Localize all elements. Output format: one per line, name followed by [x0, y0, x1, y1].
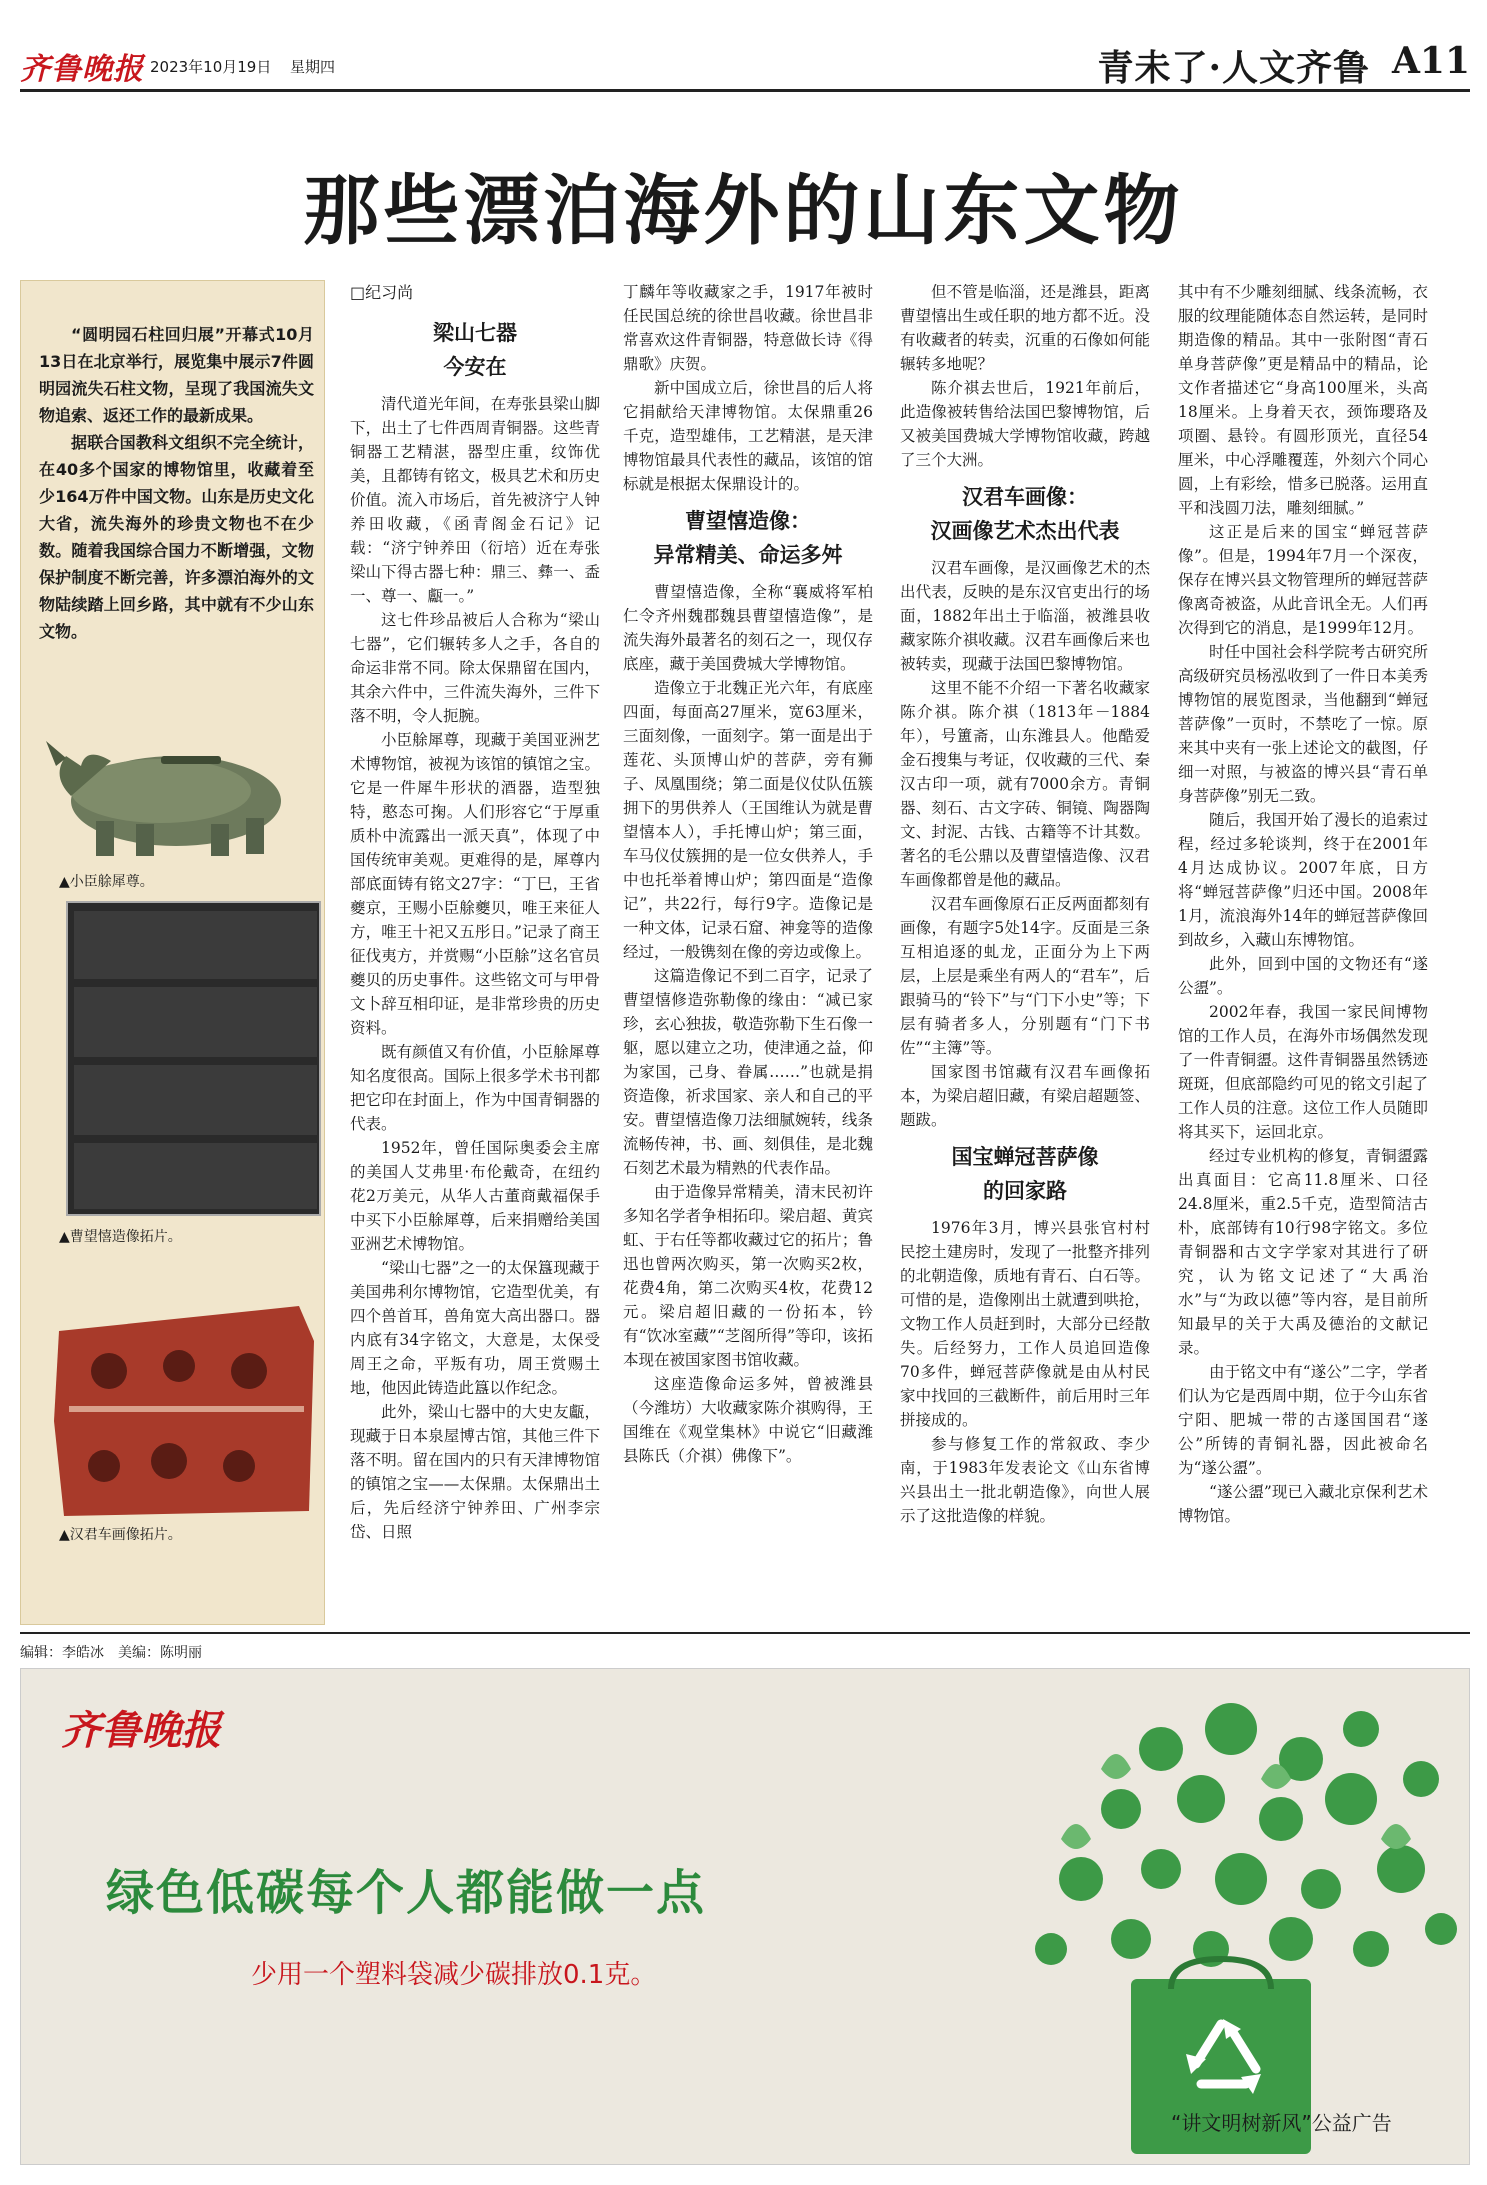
paragraph: “遂公盨”现已入藏北京保利艺术博物馆。	[1178, 1483, 1428, 1525]
ad-subslogan: 少用一个塑料袋减少碳排放0.1克。	[251, 1960, 657, 1990]
intro-sidebar	[20, 280, 325, 1625]
paragraph: 这里不能不介绍一下著名收藏家陈介祺。陈介祺（1813年－1884年），号簠斋，山东潍县人。他酷爱金石搜集与考证，仅收藏的三代、秦汉古印一项，就有7000余方。青铜器、刻石、古文字砖、铜镜、陶器陶文、封泥、古钱、古籍等不计其数。著名的毛公鼎以及曹望憘造像、汉君车画像都曾是他的藏品。	[900, 679, 1150, 889]
paragraph: 此外，梁山七器中的大史友甗，现藏于日本泉屋博古馆，其他三件下落不明。留在国内的只有天津博物馆的镇馆之宝——太保鼎。太保鼎出土后，先后经济宁钟养田、广州李宗岱、日照	[350, 1403, 600, 1541]
paragraph: 这篇造像记不到二百字，记录了曹望憘修造弥勒像的缘由：“减已家珍，玄心独拔，敬造弥勒下生石像一躯，愿以建立之功，使津通之益，仰为家国，己身、眷属……”也就是捐资造像，祈求国家、亲人和自己的平安。曹望憘造像刀法细腻婉转，线条流畅传神，书、画、刻俱佳，是北魏石刻艺术最为精熟的代表作品。	[623, 967, 873, 1177]
section-heading: 国宝蝉冠菩萨像 的回家路	[951, 1145, 1099, 1203]
paragraph: 新中国成立后，徐世昌的后人将它捐献给天津博物馆。太保鼎重26千克，造型雄伟，工艺精湛，是天津博物馆最具代表性的藏品，该馆的馆标就是根据太保鼎设计的。	[623, 379, 873, 493]
paragraph: 1952年，曾任国际奥委会主席的美国人艾弗里·布伦戴奇，在纽约花2万美元，从华人古董商戴福保手中买下小臣艅犀尊，后来捐赠给美国亚洲艺术博物馆。	[350, 1139, 600, 1253]
intro-paragraph: “圆明园石柱回归展”开幕式10月13日在北京举行，展览集中展示7件圆明园流失石柱文物，呈现了我国流失文物追索、返还工作的最新成果。	[39, 325, 314, 425]
article-column-2	[623, 280, 873, 1468]
article-column-4	[1178, 280, 1428, 1528]
paragraph: 由于铭文中有“遂公”二字，学者们认为它是西周中期，位于今山东省宁阳、肥城一带的古遂国国君“遂公”所铸的青铜礼器，因此被命名为“遂公盨”。	[1178, 1363, 1428, 1477]
paragraph: 陈介祺去世后，1921年前后，此造像被转售给法国巴黎博物馆，后又被美国费城大学博物馆收藏，跨越了三个大洲。	[900, 379, 1150, 469]
editor-credits: 编辑：李皓冰 美编：陈明丽	[20, 1632, 1470, 1662]
paragraph: 参与修复工作的常叙政、李少南，于1983年发表论文《山东省博兴县出土一批北朝造像》，向世人展示了这批造像的样貌。	[900, 1435, 1150, 1525]
ad-logo: 齐鲁晚报	[61, 1707, 221, 1754]
paragraph: 既有颜值又有价值，小臣艅犀尊知名度很高。国际上很多学术书刊都把它印在封面上，作为中国青铜器的代表。	[350, 1043, 600, 1133]
masthead	[20, 40, 1470, 92]
rhino-vessel-photo	[41, 706, 311, 861]
paragraph: 但不管是临淄，还是潍县，距离曹望憘出生或任职的地方都不近。没有收藏者的转卖，沉重的石像如何能辗转多地呢？	[900, 283, 1150, 373]
paragraph: 汉君车画像原石正反两面都刻有画像，有题字5处14字。反面是三条互相追逐的虬龙，正面分为上下两层，上层是乘坐有两人的“君车”，后跟骑马的“铃下”与“门下小史”等；下层有骑者多人，分别题有“门下书佐”“主簿”等。	[900, 895, 1150, 1057]
paragraph: 这七件珍品被后人合称为“梁山七器”，它们辗转多人之手，各自的命运非常不同。除太保鼎留在国内，其余六件中，三件流失海外，三件下落不明，令人扼腕。	[350, 611, 600, 725]
public-service-ad	[20, 1668, 1470, 2165]
article-column-3	[900, 280, 1150, 1528]
ad-credit: “讲文明树新风”公益广告	[1171, 2111, 1392, 2135]
caption-rhino: ▲小臣艅犀尊。	[59, 874, 154, 890]
paragraph: 造像立于北魏正光六年，有底座四面，每面高27厘米，宽63厘米，三面刻像，一面刻字。第一面是出于莲花、头顶博山炉的菩萨，旁有狮子、凤凰围绕；第二面是仪仗队伍簇拥下的男供养人（王国维认为就是曹望憘本人），手托博山炉；第三面，车马仪仗簇拥的是一位女供养人，手中也托举着博山炉；第四面是“造像记”，共22行，每行9字。造像记是一种文体，记录石窟、神龛等的造像经过，一般镌刻在像的旁边或像上。	[623, 679, 873, 961]
section-title: 青未了·人文齐鲁	[1097, 47, 1370, 89]
cao-wangxi-rubbing	[66, 901, 321, 1216]
page-number: A11	[1391, 40, 1470, 82]
paragraph: 随后，我国开始了漫长的追索过程，经过多轮谈判，终于在2001年4月达成协议。2007年底，日方将“蝉冠菩萨像”归还中国。2008年1月，流浪海外14年的蝉冠菩萨像回到故乡，入藏山东博物馆。	[1178, 811, 1428, 949]
paragraph: 2002年春，我国一家民间博物馆的工作人员，在海外市场偶然发现了一件青铜盨。这件青铜器虽然锈迹斑斑，但底部隐约可见的铭文引起了工作人员的注意。这位工作人员随即将其买下，运回北京。	[1178, 1003, 1428, 1141]
paragraph: “梁山七器”之一的太保簋现藏于美国弗利尔博物馆，它造型优美，有四个兽首耳，兽角宽大高出器口。器内底有34字铭文，大意是，太保受周王之命，平叛有功，周王赏赐土地，他因此铸造此簋以作纪念。	[350, 1259, 600, 1397]
newspaper-logo: 齐鲁晚报	[20, 52, 144, 87]
caption-chariot: ▲汉君车画像拓片。	[59, 1527, 182, 1543]
paragraph: 小臣艅犀尊，现藏于美国亚洲艺术博物馆，被视为该馆的镇馆之宝。它是一件犀牛形状的酒器，造型独特，憨态可掬。人们形容它“于厚重质朴中流露出一派天真”，体现了中国传统审美观。更难得的是，犀尊内部底面铸有铭文27字：“丁巳，王省夔京，王赐小臣艅夔贝，唯王来征人方，唯王十祀又五彤日。”记录了商王征伐夷方，并赏赐“小臣艅”这名官员夔贝的历史事件。这些铭文可与甲骨文卜辞互相印证，是非常珍贵的历史资料。	[350, 731, 600, 1037]
issue-weekday: 星期四	[290, 58, 336, 76]
paragraph: 这正是后来的国宝“蝉冠菩萨像”。但是，1994年7月一个深夜，保存在博兴县文物管理所的蝉冠菩萨像离奇被盗，从此音讯全无。人们再次得到它的消息，是1999年12月。	[1178, 523, 1428, 637]
han-chariot-rubbing	[49, 1301, 319, 1521]
ad-slogan: 绿色低碳每个人都能做一点	[106, 1865, 707, 1921]
paragraph: 国家图书馆藏有汉君车画像拓本，为梁启超旧藏，有梁启超题签、题跋。	[900, 1063, 1150, 1129]
paragraph: 此外，回到中国的文物还有“遂公盨”。	[1178, 955, 1428, 997]
article-column-1	[350, 308, 600, 1544]
paragraph: 其中有不少雕刻细腻、线条流畅，衣服的纹理能随体态自然运转，是同时期造像的精品。其中一张附图“青石单身菩萨像”更是精品中的精品，论文作者描述它“身高100厘米，头高18厘米。上身着天衣，颈饰璎珞及项圈、悬铃。有圆形顶光，直径54厘米，中心浮雕覆莲，外刻六个同心圆，上有彩绘，惜多已脱落。运用直平和浅圆刀法，雕刻细腻。”	[1178, 283, 1428, 517]
byline: □纪习尚	[350, 283, 414, 302]
paragraph: 丁麟年等收藏家之手，1917年被时任民国总统的徐世昌收藏。徐世昌非常喜欢这件青铜器，特意做长诗《得鼎歌》庆贺。	[623, 283, 873, 373]
section-heading: 梁山七器 今安在	[433, 321, 517, 379]
paragraph: 1976年3月，博兴县张官村村民挖土建房时，发现了一批整齐排列的北朝造像，质地有青石、白石等。可惜的是，造像刚出土就遭到哄抢，文物工作人员赶到时，大部分已经散失。后经努力，工作人员追回造像70多件，蝉冠菩萨像就是由从村民家中找回的三截断件，前后用时三年拼接成的。	[900, 1219, 1150, 1429]
intro-paragraph: 据联合国教科文组织不完全统计，在40多个国家的博物馆里，收藏着至少164万件中国文物。山东是历史文化大省，流失海外的珍贵文物也不在少数。随着我国综合国力不断增强，文物保护制度不断完善，许多漂泊海外的文物陆续踏上回乡路，其中就有不少山东文物。	[39, 433, 314, 641]
paragraph: 汉君车画像，是汉画像艺术的杰出代表，反映的是东汉官吏出行的场面，1882年出土于临淄，被潍县收藏家陈介祺收藏。汉君车画像后来也被转卖，现藏于法国巴黎博物馆。	[900, 559, 1150, 673]
article-headline: 那些漂泊海外的山东文物	[303, 166, 1184, 255]
paragraph: 这座造像命运多舛，曾被潍县（今潍坊）大收藏家陈介祺购得，王国维在《观堂集林》中说它“旧藏潍县陈氏（介祺）佛像下”。	[623, 1375, 873, 1465]
paragraph: 由于造像异常精美，清末民初许多知名学者争相拓印。梁启超、黄宾虹、于右任等都收藏过它的拓片；鲁迅也曾两次购买，第一次购买2枚，花费4角，第二次购买4枚，花费12元。梁启超旧藏的一份拓本，钤有“饮冰室藏”“芝阁所得”等印，该拓本现在被国家图书馆收藏。	[623, 1183, 873, 1369]
paragraph: 时任中国社会科学院考古研究所高级研究员杨泓收到了一件日本美秀博物馆的展览图录，当他翻到“蝉冠菩萨像”一页时，不禁吃了一惊。原来其中夹有一张上述论文的截图，仔细一对照，与被盗的博兴县“青石单身菩萨像”别无二致。	[1178, 643, 1428, 805]
paragraph: 经过专业机构的修复，青铜盨露出真面目：它高11.8厘米、口径24.8厘米，重2.5千克，造型简洁古朴，底部铸有10行98字铭文。多位青铜器和古文字学家对其进行了研究，认为铭文记述了“大禹治水”与“为政以德”等内容，是目前所知最早的关于大禹及德治的文献记录。	[1178, 1147, 1428, 1357]
section-heading: 曹望憘造像： 异常精美、命运多舛	[653, 509, 843, 567]
section-heading: 汉君车画像： 汉画像艺术杰出代表	[930, 485, 1120, 543]
paragraph: 清代道光年间，在寿张县梁山脚下，出土了七件西周青铜器。这些青铜器工艺精湛，器型庄重，纹饰优美，且都铸有铭文，极具艺术和历史价值。流入市场后，首先被济宁人钟养田收藏，《函青阁金石记》记载：“济宁钟养田（衍培）近在寿张梁山下得古器七种：鼎三、彝一、盉一、尊一、甗一。”	[350, 395, 600, 605]
issue-date: 2023年10月19日	[150, 58, 272, 76]
caption-rubbing: ▲曹望憘造像拓片。	[59, 1229, 182, 1245]
paragraph: 曹望憘造像，全称“襄威将军柏仁令齐州魏郡魏县曹望憘造像”，是流失海外最著名的刻石之一，现仅存底座，藏于美国费城大学博物馆。	[623, 583, 873, 673]
recycle-bag-illustration	[901, 1689, 1461, 2159]
intro-text	[39, 321, 314, 645]
